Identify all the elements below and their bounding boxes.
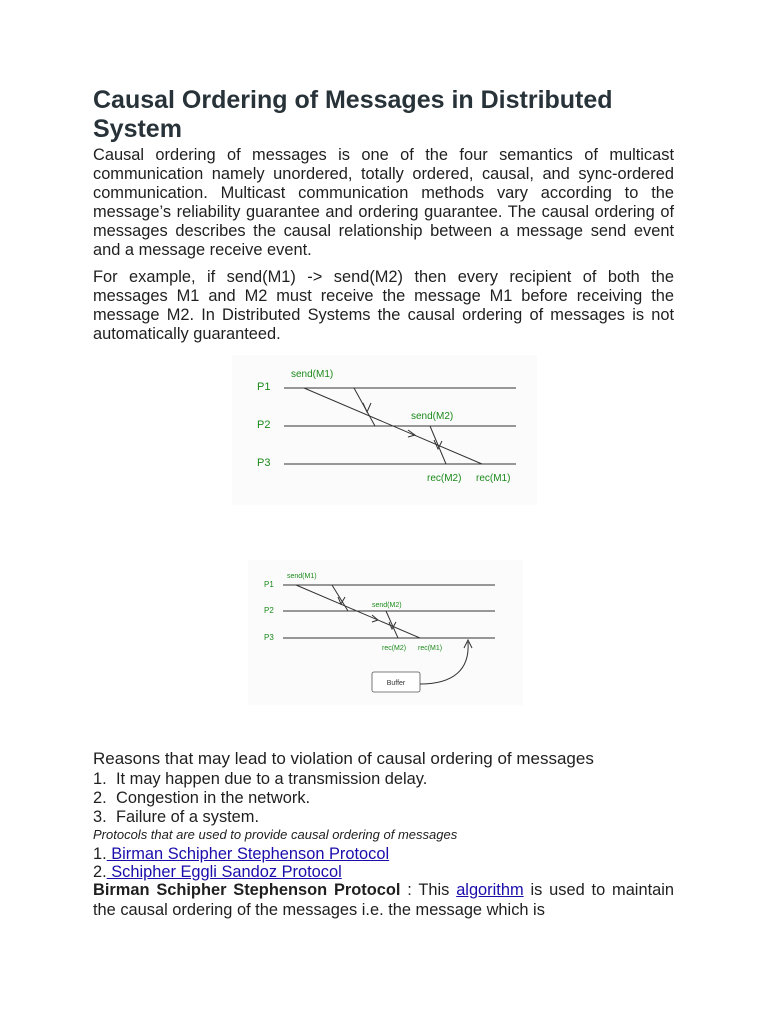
buffer-label: Buffer bbox=[386, 680, 406, 687]
send-m2-label: send(M2) bbox=[411, 411, 454, 422]
p1-label: P1 bbox=[264, 580, 274, 589]
algorithm-link[interactable]: algorithm bbox=[456, 881, 524, 899]
rec-m1-label: rec(M1) bbox=[418, 645, 443, 652]
causal-ordering-buffer-diagram bbox=[248, 560, 523, 705]
bss-term: Birman Schipher Stephenson Protocol bbox=[93, 881, 401, 899]
schipher-protocol-link[interactable]: Schipher Eggli Sandoz Protocol bbox=[106, 863, 342, 881]
list-item: 1. Birman Schipher Stephenson Protocol bbox=[93, 845, 390, 863]
send-m1-label: send(M1) bbox=[287, 573, 317, 580]
list-item: 2. Congestion in the network. bbox=[93, 789, 311, 807]
p2-label: P2 bbox=[257, 419, 271, 431]
send-m2-label: send(M2) bbox=[372, 602, 402, 609]
p1-label: P1 bbox=[257, 381, 271, 393]
page-title: Causal Ordering of Messages in Distributed System bbox=[93, 86, 613, 143]
example-paragraph: For example, if send(M1) -> send(M2) then every recipient of both the messages M1 and M2 must receive the message M1 before receiving the message M2. In Distributed Systems the causal ordering of messages is not automatically guaranteed. bbox=[93, 268, 674, 343]
causal-ordering-diagram bbox=[232, 355, 537, 505]
reasons-list bbox=[93, 770, 427, 827]
reasons-heading: Reasons that may lead to violation of causal ordering of messages bbox=[93, 749, 594, 768]
p2-label: P2 bbox=[264, 606, 274, 615]
p3-label: P3 bbox=[264, 633, 274, 642]
protocols-note: Protocols that are used to provide causal ordering of messages bbox=[93, 827, 458, 842]
list-item: 2. Schipher Eggli Sandoz Protocol bbox=[93, 863, 342, 881]
rec-m2-label: rec(M2) bbox=[382, 645, 407, 652]
list-item: 3. Failure of a system. bbox=[93, 808, 260, 826]
rec-m2-label: rec(M2) bbox=[427, 473, 462, 484]
bss-paragraph: Birman Schipher Stephenson Protocol : This algorithm is used to maintain the causal ordering of the messages i.e. the message which is bbox=[93, 881, 674, 919]
article-body bbox=[93, 86, 674, 344]
intro-paragraph: Causal ordering of messages is one of the four semantics of multicast communication namely unordered, totally ordered, causal, and sync-ordered communication. Multicast communication methods vary according to the message’s reliability guarantee and ordering guarantee. The causal ordering of messages describes the causal relationship between a message send event and a message receive event. bbox=[93, 146, 674, 259]
protocols-list bbox=[93, 845, 389, 881]
birman-protocol-link[interactable]: Birman Schipher Stephenson Protocol bbox=[106, 845, 390, 863]
p3-label: P3 bbox=[257, 457, 271, 469]
list-item: 1. It may happen due to a transmission delay. bbox=[93, 770, 428, 788]
send-m1-label: send(M1) bbox=[291, 369, 334, 380]
rec-m1-label: rec(M1) bbox=[476, 473, 511, 484]
